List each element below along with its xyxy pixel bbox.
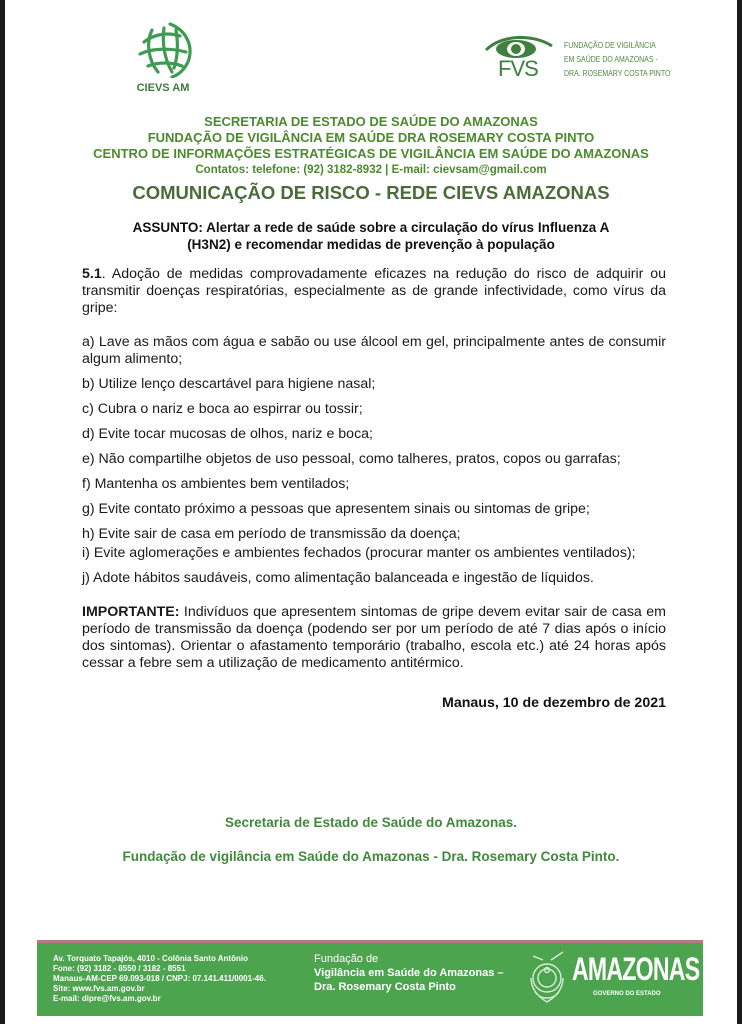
header-contacts: Contatos: telefone: (92) 3182-8932 | E-mail: cievsam@gmail.com bbox=[195, 164, 547, 176]
header-line-3: CENTRO DE INFORMAÇÕES ESTRATÉGICAS DE VIGILÂNCIA EM SAÚDE DO AMAZONAS bbox=[93, 146, 649, 161]
cievs-label: CIEVS AM bbox=[136, 82, 190, 94]
footer-foundation-2: Vigilância em Saúde do Amazonas – bbox=[314, 967, 504, 979]
footer-state-name: AMAZONAS bbox=[572, 951, 700, 987]
list-item-g: g) Evite contato próximo a pessoas que apresentem sinais ou sintomas de gripe; bbox=[82, 501, 590, 517]
fvs-line-3: DRA. ROSEMARY COSTA PINTO bbox=[564, 68, 671, 78]
fvs-line-2: EM SAÚDE DO AMAZONAS - bbox=[564, 54, 658, 64]
section-text: . Adoção de medidas comprovadamente eficazes na redução do risco de adquirir ou transmitir doenças respiratórias, especialmente as de grande infectividade, como vírus da gripe: bbox=[82, 266, 666, 316]
list-item-j: j) Adote hábitos saudáveis, como alimentação balanceada e ingestão de líquidos. bbox=[82, 570, 594, 586]
list-item-a: a) Lave as mãos com água e sabão ou use álcool em gel, principalmente antes de consumir algum alimento; bbox=[82, 334, 666, 367]
section-paragraph bbox=[82, 266, 666, 317]
signature-1: Secretaria de Estado de Saúde do Amazonas. bbox=[224, 815, 518, 830]
fvs-acronym: FVS bbox=[498, 56, 538, 81]
signature-2: Fundação de vigilância em Saúde do Amazonas - Dra. Rosemary Costa Pinto. bbox=[122, 849, 620, 864]
fvs-line-1: FUNDAÇÃO DE VIGILÂNCIA bbox=[564, 40, 656, 50]
footer-foundation-1: Fundação de bbox=[314, 953, 379, 965]
date-line: Manaus, 10 de dezembro de 2021 bbox=[442, 695, 666, 711]
important-label: IMPORTANTE: bbox=[82, 604, 180, 620]
page-title: COMUNICAÇÃO DE RISCO - REDE CIEVS AMAZONAS bbox=[132, 182, 610, 203]
list-item-f: f) Mantenha os ambientes bem ventilados; bbox=[82, 476, 350, 492]
cievs-logo bbox=[128, 20, 198, 98]
footer-band bbox=[37, 940, 703, 1016]
subject-line-2: (H3N2) e recomendar medidas de prevenção à população bbox=[187, 237, 555, 252]
globe-icon bbox=[134, 20, 196, 78]
important-text: Indivíduos que apresentem sintomas de gripe devem evitar sair de casa em período de transmissão da doença (podendo ser por um período de até 7 dias após o início dos sintomas). Orientar o afastamento temporário (trabalho, escola etc.) até 24 horas após cessar a febre sem a utilização de medicamento antitérmico. bbox=[82, 604, 666, 671]
list-item-c: c) Cubra o nariz e boca ao espirrar ou tossir; bbox=[82, 401, 363, 417]
fvs-logo bbox=[484, 34, 674, 84]
footer-state-sub: GOVERNO DO ESTADO bbox=[593, 991, 661, 997]
footer-site[interactable]: Site: www.fvs.am.gov.br bbox=[53, 984, 145, 993]
important-paragraph bbox=[82, 604, 666, 672]
section-number: 5.1 bbox=[82, 266, 102, 282]
list-item-h: h) Evite sair de casa em período de transmissão da doença; bbox=[82, 526, 461, 542]
header-line-2: FUNDAÇÃO DE VIGILÂNCIA EM SAÚDE DRA ROSEMARY COSTA PINTO bbox=[147, 130, 595, 145]
header-line-1: SECRETARIA DE ESTADO DE SAÚDE DO AMAZONAS bbox=[204, 114, 538, 129]
footer-address-2: Fone: (92) 3182 - 8550 / 3182 - 8551 bbox=[53, 964, 186, 973]
footer-email[interactable]: E-mail: dipre@fvs.am.gov.br bbox=[53, 994, 161, 1003]
footer-address-3: Manaus-AM-CEP 69.093-018 / CNPJ: 07.141.411/0001-46. bbox=[53, 974, 266, 983]
list-item-b: b) Utilize lenço descartável para higiene nasal; bbox=[82, 376, 376, 392]
footer-foundation-3: Dra. Rosemary Costa Pinto bbox=[314, 981, 456, 993]
list-item-e: e) Não compartilhe objetos de uso pessoal, como talheres, pratos, copos ou garrafas; bbox=[82, 451, 621, 467]
footer-address-1: Av. Torquato Tapajós, 4010 - Colônia Santo Antônio bbox=[53, 954, 248, 963]
list-item-d: d) Evite tocar mucosas de olhos, nariz e boca; bbox=[82, 426, 373, 442]
coat-of-arms-icon bbox=[525, 948, 569, 1006]
list-item-i: i) Evite aglomerações e ambientes fechados (procurar manter os ambientes ventilados); bbox=[82, 545, 636, 561]
subject-line-1: ASSUNTO: Alertar a rede de saúde sobre a circulação do vírus Influenza A bbox=[132, 220, 610, 235]
